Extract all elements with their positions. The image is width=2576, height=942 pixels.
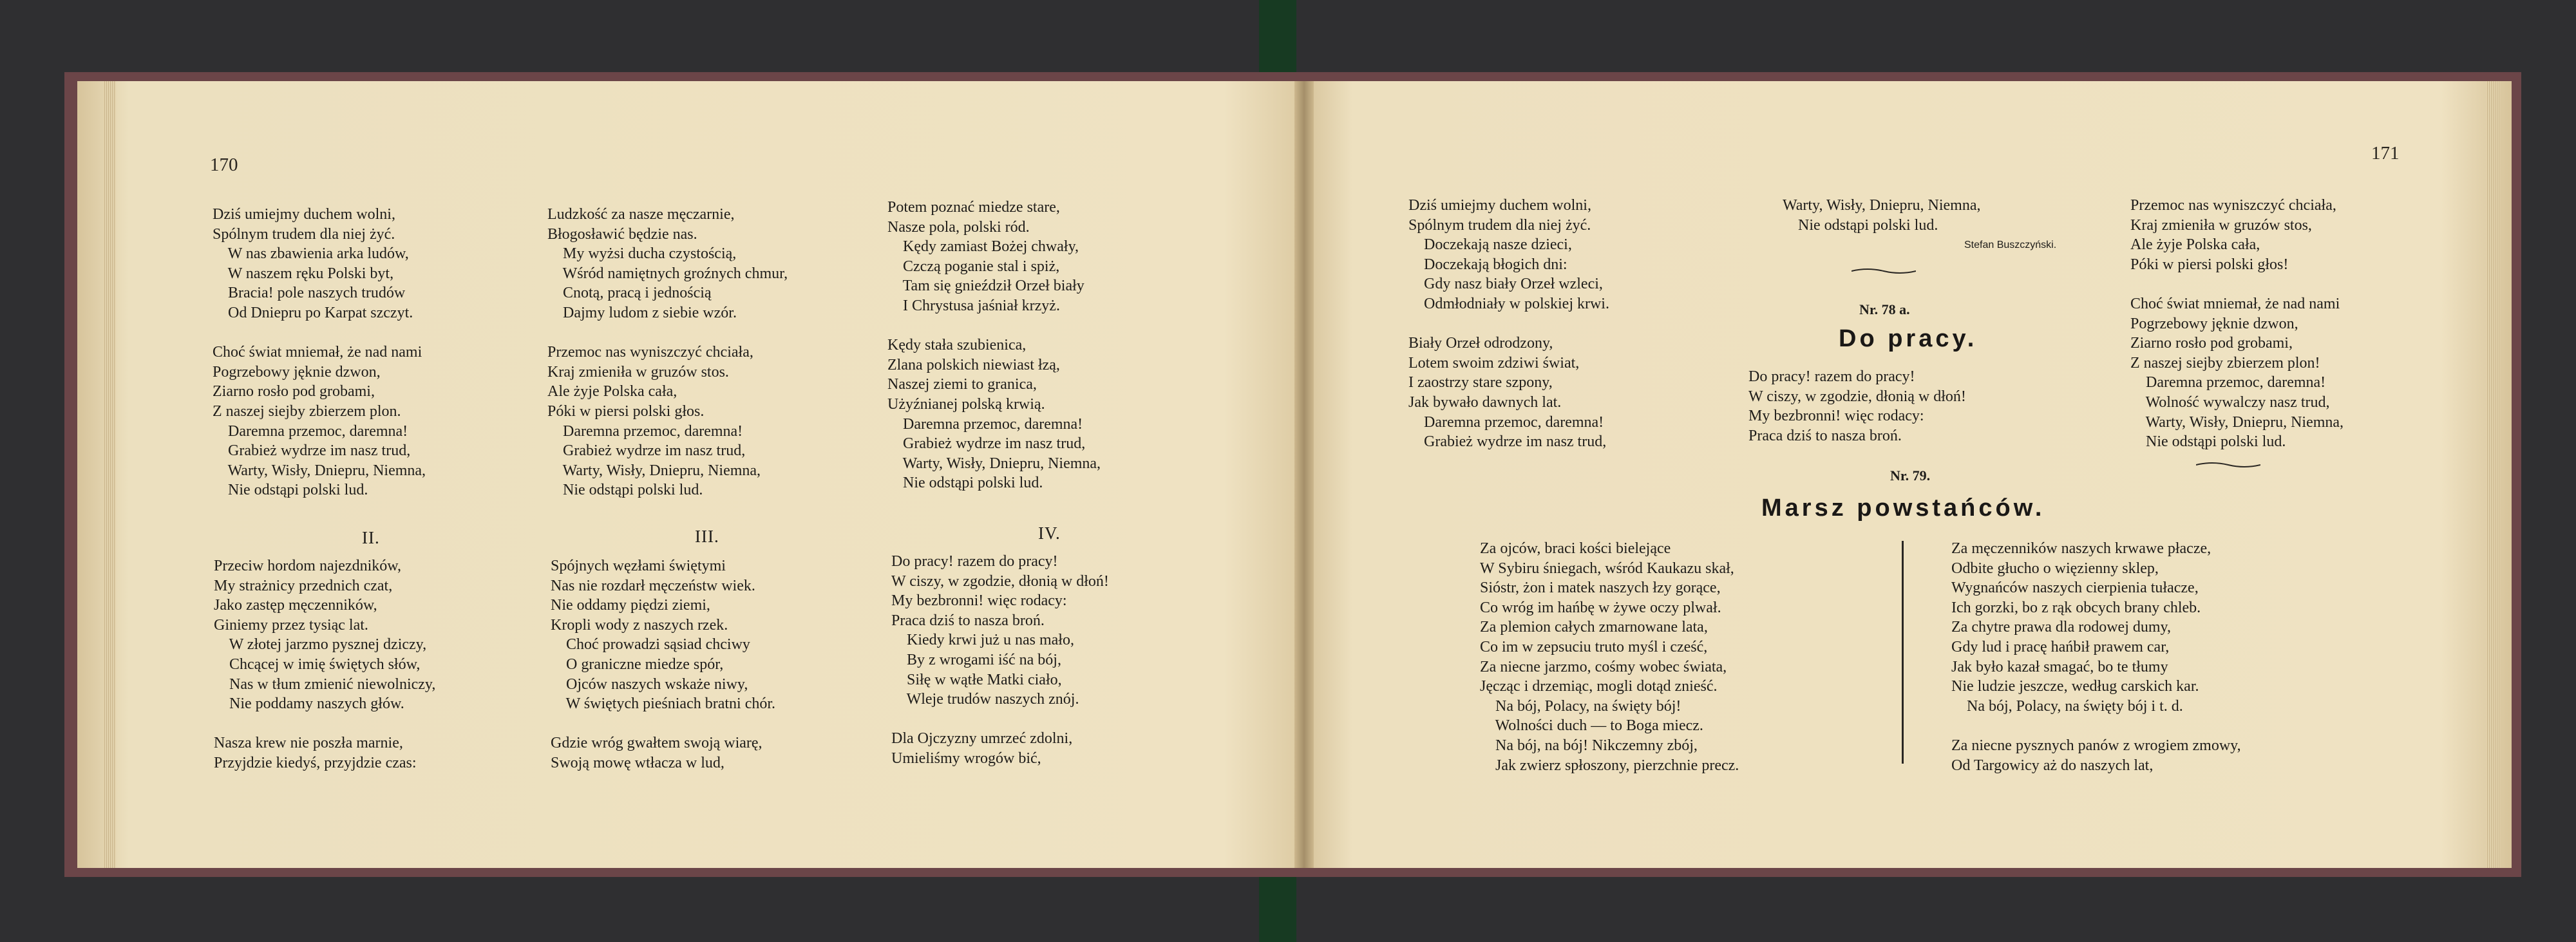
- section-heading-iv: IV.: [1038, 523, 1061, 543]
- text-line: Tam się gnieździł Orzeł biały: [887, 278, 1084, 295]
- text-line: Daremna przemoc, daremna!: [2130, 374, 2326, 391]
- text-line: Kropli wody z naszych rzek.: [551, 616, 728, 634]
- text-line: Praca dziś to nasza broń.: [1748, 427, 1902, 444]
- text-line: Umieliśmy wrogów bić,: [891, 749, 1041, 767]
- text-line: Przemoc nas wyniszczyć chciała,: [547, 344, 753, 361]
- song-title-do-pracy: Do pracy.: [1839, 325, 1978, 352]
- text-line: Czczą poganie stal i spiż,: [887, 258, 1060, 275]
- song-number-79: Nr. 79.: [1890, 467, 1931, 484]
- text-line: [547, 323, 788, 343]
- poem-section-ii: [214, 556, 435, 773]
- text-line: Spójnych węzłami świętymi: [551, 558, 726, 574]
- text-line: Daremna przemoc, daremna!: [213, 422, 408, 440]
- text-line: Ziarno rosło pod grobami,: [213, 383, 375, 400]
- text-line: Warty, Wisły, Dniepru, Niemna,: [887, 455, 1101, 472]
- text-line: [214, 714, 435, 734]
- text-line: Chcącej w imię świętych słów,: [214, 655, 421, 673]
- text-line: Kędy stała szubienica,: [887, 337, 1027, 354]
- text-line: Za niecne jarzmo, cośmy wobec świata,: [1480, 658, 1727, 675]
- text-line: Grabież wydrze im nasz trud,: [887, 435, 1086, 453]
- text-line: Daremna przemoc, daremna!: [547, 422, 743, 440]
- text-line: Jak było kazał smagać, bo te tłumy: [1951, 658, 2168, 675]
- text-line: Lotem swoim zdziwi świat,: [1408, 354, 1580, 372]
- text-line: Gdy nasz biały Orzeł wzleci,: [1408, 276, 1603, 293]
- text-line: Póki w piersi polski głos.: [547, 402, 705, 420]
- text-line: Choć prowadzi sąsiad chciwy: [551, 636, 750, 654]
- text-line: Swoją mowę wtłacza w lud,: [551, 754, 724, 771]
- text-line: Grabież wydrze im nasz trud,: [213, 442, 411, 460]
- text-line: Ale żyje Polska cała,: [2130, 236, 2260, 254]
- text-line: Ojców naszych wskaże niwy,: [551, 675, 748, 693]
- song-number-78a: Nr. 78 a.: [1859, 301, 1910, 317]
- text-line: Użyźnianej polską krwią.: [887, 395, 1045, 413]
- left-page-edges: [103, 81, 116, 868]
- text-line: Od Targowicy aż do naszych lat,: [1951, 757, 2154, 774]
- text-line: Co im w zepsuciu truto myśl i cześć,: [1480, 638, 1708, 655]
- text-line: Do pracy! razem do pracy!: [891, 553, 1058, 570]
- text-line: [891, 710, 1109, 730]
- text-line: Na bój, Polacy, na święty bój!: [1480, 697, 1681, 715]
- text-line: Jęcząc i drzemiąc, mogli dotąd znieść.: [1480, 678, 1718, 695]
- text-line: Dajmy ludom z siebie wzór.: [547, 304, 737, 321]
- text-line: Przemoc nas wyniszczyć chciała,: [2130, 197, 2336, 214]
- page-number-left: 170: [210, 155, 238, 175]
- text-line: Spólnym trudem dla niej żyć.: [1408, 216, 1591, 234]
- text-line: Ale żyje Polska cała,: [547, 383, 677, 400]
- text-line: Za niecne pysznych panów z wrogiem zmowy,: [1951, 737, 2241, 754]
- page-number-right: 171: [2371, 143, 2400, 164]
- text-line: My bezbronni! więc rodacy:: [891, 592, 1067, 610]
- text-line: My wyżsi ducha czystością,: [547, 245, 737, 263]
- poem-column-right-2: [1783, 196, 1980, 235]
- text-line: Jako zastęp męczenników,: [214, 597, 377, 614]
- text-line: Nie odstąpi polski lud.: [213, 482, 368, 499]
- text-line: Doczekają błogich dni:: [1408, 256, 1567, 273]
- text-line: Za męczenników naszych krwawe płacze,: [1951, 540, 2211, 557]
- text-line: [2130, 274, 2344, 294]
- song-78a-lines: [1748, 367, 1966, 446]
- text-line: Grabież wydrze im nasz trud,: [547, 442, 746, 460]
- text-line: Ziarno rosło pod grobami,: [2130, 335, 2293, 352]
- text-line: Co wróg im hańbę w żywe oczy plwał.: [1480, 599, 1721, 616]
- text-line: Od Dniepru po Karpat szczyt.: [213, 304, 413, 321]
- text-line: Wśród namiętnych groźnych chmur,: [547, 265, 788, 282]
- poem-column-left-1: [213, 205, 426, 500]
- poem-column-right-1: [1408, 196, 1609, 452]
- text-line: Jak zwierz spłoszony, pierzchnie precz.: [1480, 757, 1739, 774]
- text-line: Warty, Wisły, Dniepru, Niemna,: [1783, 197, 1981, 214]
- poem-column-left-2: [547, 205, 788, 500]
- text-line: Warty, Wisły, Dniepru, Niemna,: [547, 462, 761, 479]
- text-line: Nasze pola, polski ród.: [887, 218, 1030, 236]
- text-line: Biały Orzeł odrodzony,: [1408, 335, 1553, 352]
- text-line: Daremna przemoc, daremna!: [1408, 413, 1604, 431]
- text-line: Przeciw hordom najezdników,: [214, 558, 402, 574]
- text-line: Warty, Wisły, Dniepru, Niemna,: [213, 462, 426, 479]
- text-line: Za ojców, braci kości bielejące: [1480, 540, 1671, 557]
- text-line: Nasza krew nie poszła marnie,: [214, 735, 403, 752]
- text-line: Dla Ojczyzny umrzeć zdolni,: [891, 730, 1073, 748]
- section-heading-iii: III.: [695, 527, 719, 546]
- text-line: [1951, 716, 2241, 736]
- text-line: Z naszej siejby zbierzem plon.: [213, 402, 401, 420]
- text-line: Na bój, Polacy, na święty bój i t. d.: [1951, 697, 2183, 715]
- text-line: Nie odstąpi polski lud.: [887, 475, 1043, 492]
- text-line: O graniczne miedze spór,: [551, 655, 724, 673]
- text-line: By z wrogami iść na bój,: [891, 651, 1061, 668]
- text-line: Jak bywało dawnych lat.: [1408, 393, 1562, 411]
- text-line: Przyjdzie kiedyś, przyjdzie czas:: [214, 754, 417, 771]
- text-line: Daremna przemoc, daremna!: [887, 415, 1083, 433]
- song-79-left-column: [1480, 539, 1739, 775]
- text-line: Nas w tłum zmienić niewolniczy,: [214, 675, 436, 693]
- text-line: Warty, Wisły, Dniepru, Niemna,: [2130, 413, 2344, 431]
- text-line: My strażnicy przednich czat,: [214, 577, 393, 594]
- text-line: Dziś umiejmy duchem wolni,: [1408, 197, 1591, 214]
- text-line: Kiedy krwi już u nas mało,: [891, 632, 1074, 649]
- text-line: W świętych pieśniach bratni chór.: [551, 695, 776, 713]
- text-line: Bracia! pole naszych trudów: [213, 285, 406, 302]
- text-line: Nie ludzie jeszcze, według carskich kar.: [1951, 678, 2199, 695]
- text-line: [213, 323, 426, 343]
- text-line: Choć świat mniemał, że nad nami: [2130, 295, 2340, 312]
- ornament-rule-2: [2196, 461, 2260, 469]
- text-line: Wolności duch — to Boga miecz.: [1480, 717, 1703, 735]
- text-line: [551, 714, 775, 734]
- text-line: Siłę w wątłe Matki ciało,: [891, 671, 1062, 688]
- poem-section-iv: [891, 552, 1109, 769]
- poem-section-iii: [551, 556, 775, 773]
- text-line: Cnotą, pracą i jednością: [547, 285, 712, 302]
- text-line: Nas nie rozdarł męczeństw wiek.: [551, 577, 755, 594]
- text-line: Doczekają nasze dzieci,: [1408, 236, 1572, 254]
- text-line: Za plemion całych zmarnowane lata,: [1480, 619, 1708, 636]
- text-line: Giniemy przez tysiąc lat.: [214, 616, 368, 634]
- author-signature: Stefan Buszczyński.: [1964, 240, 2057, 250]
- text-line: Naszej ziemi to granica,: [887, 376, 1037, 393]
- text-line: Odbite głucho o więzienny sklep,: [1951, 560, 2159, 577]
- text-line: Gdy lud i pracę hańbił prawem car,: [1951, 638, 2170, 655]
- text-line: Wygnańców naszych cierpienia tułacze,: [1951, 579, 2199, 597]
- text-line: Gdzie wróg gwałtem swoją wiarę,: [551, 735, 762, 752]
- text-line: Nie odstąpi polski lud.: [2130, 433, 2286, 451]
- text-line: Grabież wydrze im nasz trud,: [1408, 433, 1607, 451]
- text-line: Ludzkość za nasze męczarnie,: [547, 206, 735, 223]
- section-heading-ii: II.: [362, 528, 380, 547]
- text-line: Spólnym trudem dla niej żyć.: [213, 225, 395, 243]
- text-line: Błogosławić będzie nas.: [547, 225, 697, 243]
- right-page-edges: [2486, 81, 2500, 868]
- text-line: Nie odstąpi polski lud.: [1783, 216, 1938, 234]
- song-title-marsz-powstancow: Marsz powstańców.: [1761, 495, 2045, 522]
- text-line: Wleje trudów naszych znój.: [891, 691, 1079, 708]
- text-line: [1408, 314, 1609, 334]
- text-line: I Chrystusa jaśniał krzyż.: [887, 297, 1060, 314]
- text-line: Póki w piersi polski głos!: [2130, 256, 2289, 273]
- text-line: Ich gorzki, bo z rąk obcych brany chleb.: [1951, 599, 2201, 616]
- text-line: I zaostrzy stare szpony,: [1408, 374, 1553, 391]
- text-line: Z naszej siejby zbierzem plon!: [2130, 354, 2320, 372]
- poem-column-right-3: [2130, 196, 2344, 452]
- text-line: Odmłodniały w polskiej krwi.: [1408, 295, 1609, 312]
- text-line: W naszem ręku Polski byt,: [213, 265, 394, 282]
- text-line: Do pracy! razem do pracy!: [1748, 368, 1915, 385]
- text-line: [887, 316, 1101, 336]
- text-line: Za chytre prawa dla rodowej dumy,: [1951, 619, 2171, 636]
- text-line: Sióstr, żon i matek naszych łzy gorące,: [1480, 579, 1721, 597]
- column-divider-line: [1902, 541, 1904, 764]
- poem-column-left-3: [887, 198, 1101, 493]
- text-line: Potem poznać miedze stare,: [887, 199, 1060, 216]
- song-79-right-column: [1951, 539, 2241, 775]
- text-line: Pogrzebowy jęknie dzwon,: [213, 363, 381, 381]
- text-line: Nie oddamy piędzi ziemi,: [551, 597, 710, 614]
- text-line: My bezbronni! więc rodacy:: [1748, 408, 1924, 425]
- text-line: W złotej jarzmo pysznej dziczy,: [214, 636, 427, 654]
- text-line: Na bój, na bój! Nikczemny zbój,: [1480, 737, 1698, 754]
- text-line: Zlana polskich niewiast łzą,: [887, 356, 1060, 373]
- text-line: Kędy zamiast Bożej chwały,: [887, 238, 1079, 256]
- text-line: Kraj zmieniła w gruzów stos.: [547, 363, 729, 381]
- text-line: W ciszy, w zgodzie, dłonią w dłoń!: [1748, 388, 1966, 405]
- ornament-rule-1: [1852, 267, 1916, 275]
- text-line: W Sybiru śniegach, wśród Kaukazu skał,: [1480, 560, 1734, 577]
- text-line: Nie poddamy naszych głów.: [214, 695, 404, 713]
- text-line: Dziś umiejmy duchem wolni,: [213, 206, 395, 223]
- text-line: Wolność wywalczy nasz trud,: [2130, 393, 2330, 411]
- book-gutter: [1294, 81, 1314, 868]
- text-line: W nas zbawienia arka ludów,: [213, 245, 409, 263]
- text-line: W ciszy, w zgodzie, dłonią w dłoń!: [891, 572, 1109, 590]
- text-line: Nie odstąpi polski lud.: [547, 482, 703, 499]
- text-line: Choć świat mniemał, że nad nami: [213, 344, 422, 361]
- text-line: Kraj zmieniła w gruzów stos,: [2130, 216, 2312, 234]
- text-line: Praca dziś to nasza broń.: [891, 612, 1045, 629]
- text-line: Pogrzebowy jęknie dzwon,: [2130, 315, 2298, 332]
